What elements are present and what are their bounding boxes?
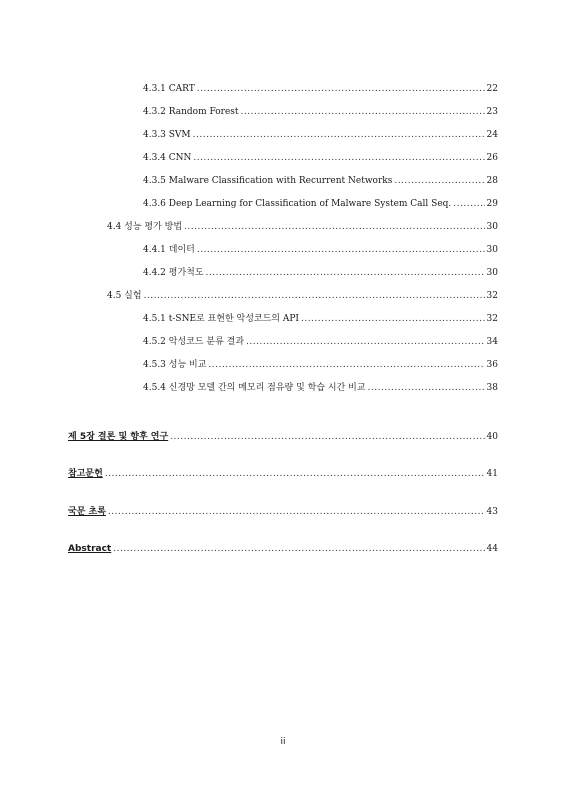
toc-entry-references[interactable] <box>68 468 498 480</box>
toc-entry-label: 참고문헌 <box>68 469 103 479</box>
toc-entry-page: 44 <box>486 544 498 554</box>
toc-entry-page: 30 <box>486 268 498 278</box>
toc-entry-page: 32 <box>486 314 498 324</box>
toc-entry-label: 국문 초록 <box>68 507 106 517</box>
toc-leader-dots <box>184 221 484 233</box>
toc-entry-label: 4.3.4 CNN <box>143 153 192 163</box>
toc-entry-label: 4.3.6 Deep Learning for Classification of Malware System Call Seq. <box>143 199 452 209</box>
toc-entry-page: 38 <box>486 383 498 393</box>
toc-entry-4-5-3[interactable] <box>143 359 498 371</box>
toc-entry-4-4[interactable] <box>107 221 498 233</box>
toc-entry-label: 4.3.3 SVM <box>143 130 191 140</box>
toc-entry-4-5-1[interactable] <box>143 313 498 325</box>
toc-leader-dots <box>105 468 485 480</box>
toc-entry-page: 40 <box>486 432 498 442</box>
toc-leader-dots <box>394 175 484 187</box>
toc-entry-label: 4.4.2 평가척도 <box>143 268 204 278</box>
toc-entry-page: 43 <box>486 507 498 517</box>
toc-entry-page: 23 <box>486 107 498 117</box>
toc-entry-label: 4.3.5 Malware Classification with Recurrent Networks <box>143 176 393 186</box>
toc-leader-dots <box>108 506 485 518</box>
toc-leader-dots <box>208 359 484 371</box>
toc-entry-page: 24 <box>486 130 498 140</box>
toc-entry-4-4-1[interactable] <box>143 244 498 256</box>
toc-entry-4-3-1[interactable] <box>143 83 498 95</box>
toc-entry-page: 36 <box>486 360 498 370</box>
toc-entry-label: 4.5.4 신경망 모델 간의 메모리 점유량 및 학습 시간 비교 <box>143 383 366 393</box>
toc-entry-4-3-5[interactable] <box>143 175 498 187</box>
toc-entry-page: 28 <box>486 176 498 186</box>
toc-entry-label: Abstract <box>68 544 112 554</box>
toc-entry-page: 41 <box>486 469 498 479</box>
toc-entry-page: 32 <box>486 291 498 301</box>
toc-entry-label: 4.5 실험 <box>107 291 142 301</box>
toc-entry-label: 4.5.3 성능 비교 <box>143 360 207 370</box>
toc-entry-page: 30 <box>486 222 498 232</box>
toc-entry-4-3-6[interactable] <box>143 198 498 210</box>
toc-entry-4-5-4[interactable] <box>143 382 498 394</box>
toc-leader-dots <box>241 106 485 118</box>
toc-entry-page: 29 <box>486 199 498 209</box>
toc-entry-label: 제 5장 결론 및 향후 연구 <box>68 432 169 442</box>
toc-entry-label: 4.3.1 CART <box>143 84 195 94</box>
page-number: ii <box>280 737 286 747</box>
toc-entry-4-5[interactable] <box>107 290 498 302</box>
toc-leader-dots <box>193 152 484 164</box>
toc-entry-page: 26 <box>486 153 498 163</box>
toc-leader-dots <box>206 267 485 279</box>
toc-entry-4-5-2[interactable] <box>143 336 498 348</box>
toc-entry-page: 30 <box>486 245 498 255</box>
toc-entry-4-3-3[interactable] <box>143 129 498 141</box>
toc-entry-abstract[interactable] <box>68 543 498 555</box>
toc-entry-4-4-2[interactable] <box>143 267 498 279</box>
toc-leader-dots <box>453 198 484 210</box>
toc-entry-label: 4.4 성능 평가 방법 <box>107 222 183 232</box>
toc-entry-label: 4.4.1 데이터 <box>143 245 195 255</box>
toc-entry-4-3-2[interactable] <box>143 106 498 118</box>
toc-entry-korean-abstract[interactable] <box>68 506 498 518</box>
toc-entry-label: 4.3.2 Random Forest <box>143 107 239 117</box>
toc-leader-dots <box>197 83 485 95</box>
toc-leader-dots <box>368 382 485 394</box>
toc-leader-dots <box>113 543 484 555</box>
toc-entry-chapter-5[interactable] <box>68 431 498 443</box>
toc-entry-page: 22 <box>486 84 498 94</box>
toc-leader-dots <box>301 313 485 325</box>
toc-entry-page: 34 <box>486 337 498 347</box>
toc-entry-label: 4.5.2 악성코드 분류 결과 <box>143 337 245 347</box>
toc-leader-dots <box>193 129 485 141</box>
toc-entry-label: 4.5.1 t-SNE로 표현한 악성코드의 API <box>143 314 299 324</box>
toc-leader-dots <box>144 290 485 302</box>
toc-entry-4-3-4[interactable] <box>143 152 498 164</box>
toc-leader-dots <box>197 244 485 256</box>
toc-leader-dots <box>170 431 484 443</box>
toc-leader-dots <box>246 336 485 348</box>
